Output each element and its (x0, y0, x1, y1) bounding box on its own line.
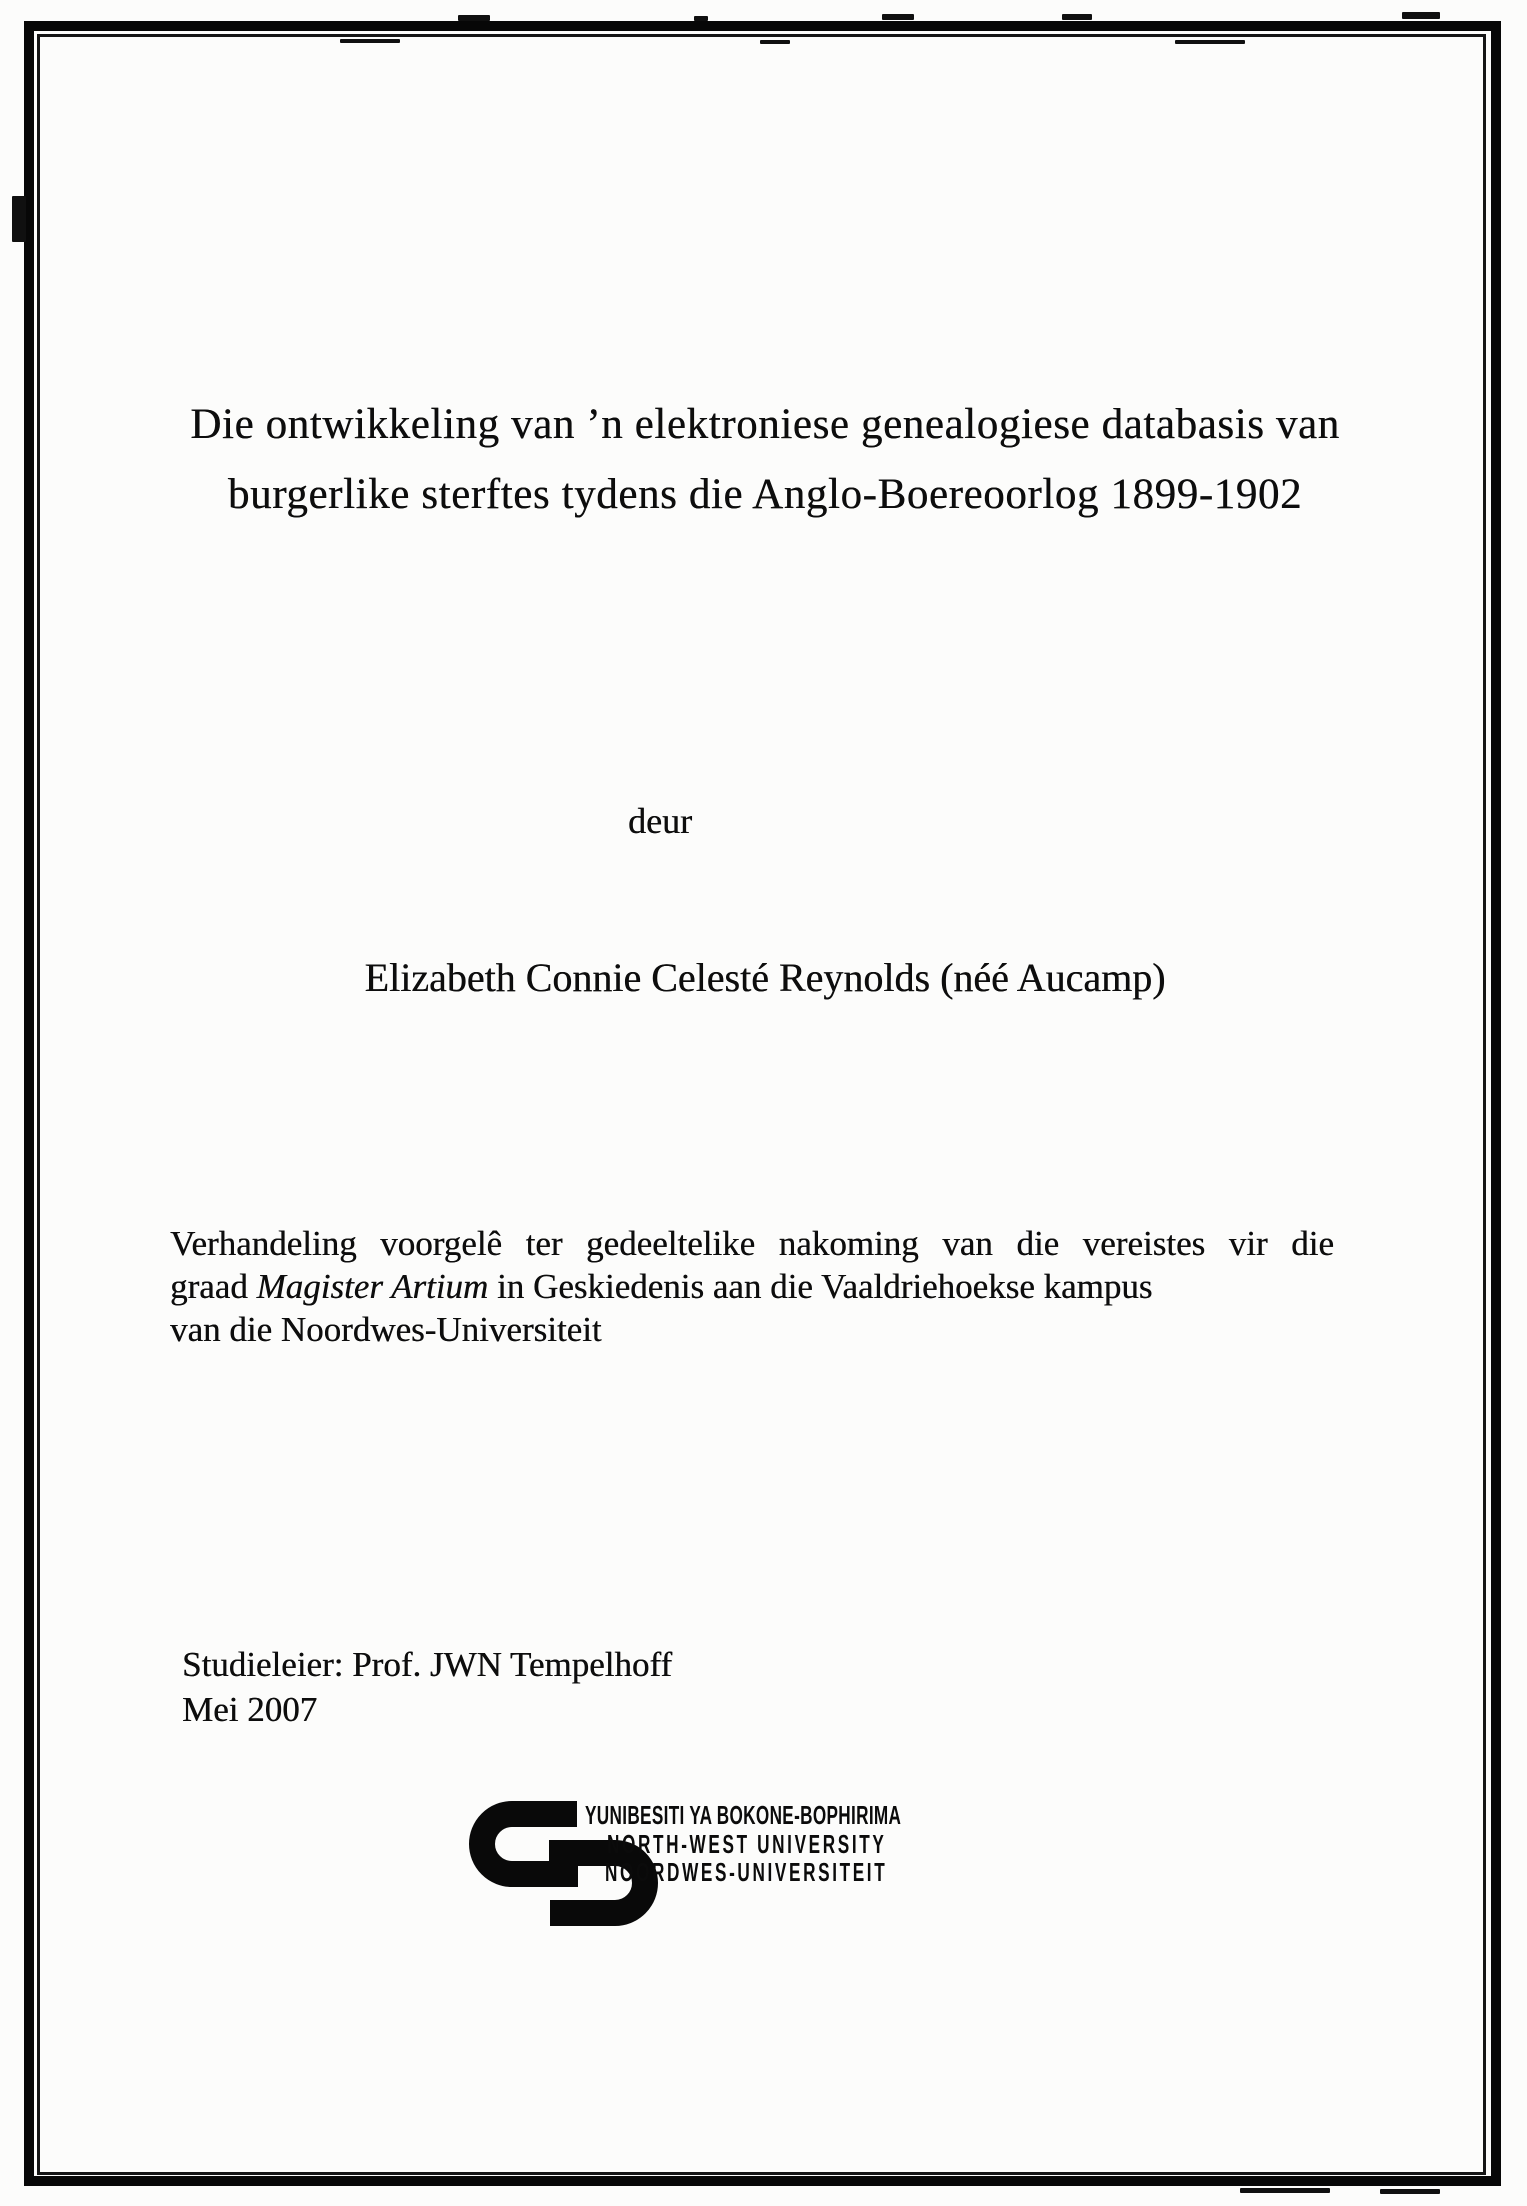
statement-line-3: van die Noordwes-Universiteit (170, 1310, 602, 1349)
statement-line-2 (170, 1265, 1334, 1308)
logo-text-afrikaans: NOORDWES-UNIVERSITEIT (605, 1857, 888, 1887)
scan-artifact (760, 40, 790, 44)
supervisor-line: Studieleier: Prof. JWN Tempelhoff (182, 1645, 673, 1684)
scan-artifact (1062, 14, 1092, 20)
scan-artifact (1240, 2188, 1330, 2193)
scan-artifact (1402, 12, 1440, 19)
scan-artifact (458, 15, 490, 21)
scan-artifact (694, 16, 708, 21)
byline-deur: deur (628, 801, 692, 841)
scan-artifact (12, 196, 26, 242)
thesis-title-line-1: Die ontwikkeling van ’n elektroniese genealogiese databasis van (190, 401, 1340, 448)
statement-line-2-before-degree: graad (170, 1267, 257, 1306)
thesis-title-line-2: burgerlike sterftes tydens die Anglo-Boereoorlog 1899-1902 (227, 471, 1303, 518)
logo-text-english: NORTH-WEST UNIVERSITY (607, 1829, 887, 1859)
author-name: Elizabeth Connie Celesté Reynolds (néé Aucamp) (364, 955, 1166, 1000)
scan-artifact (340, 39, 400, 43)
scan-artifact (882, 14, 914, 20)
date-line: Mei 2007 (182, 1690, 318, 1729)
degree-name: Magister Artium (256, 1267, 489, 1306)
statement-line-2-after-degree: in Geskiedenis aan die Vaaldriehoekse kampus (488, 1267, 1153, 1306)
scan-artifact (1380, 2189, 1440, 2194)
scan-artifact (1175, 40, 1245, 44)
logo-text-setswana: YUNIBESITI YA BOKONE-BOPHIRIMA (585, 1800, 902, 1830)
submission-statement (170, 1222, 1334, 1351)
statement-line-1: Verhandeling voorgelê ter gedeeltelike nakoming van die vereistes vir die (170, 1224, 1334, 1263)
supervisor-block (182, 1642, 672, 1732)
